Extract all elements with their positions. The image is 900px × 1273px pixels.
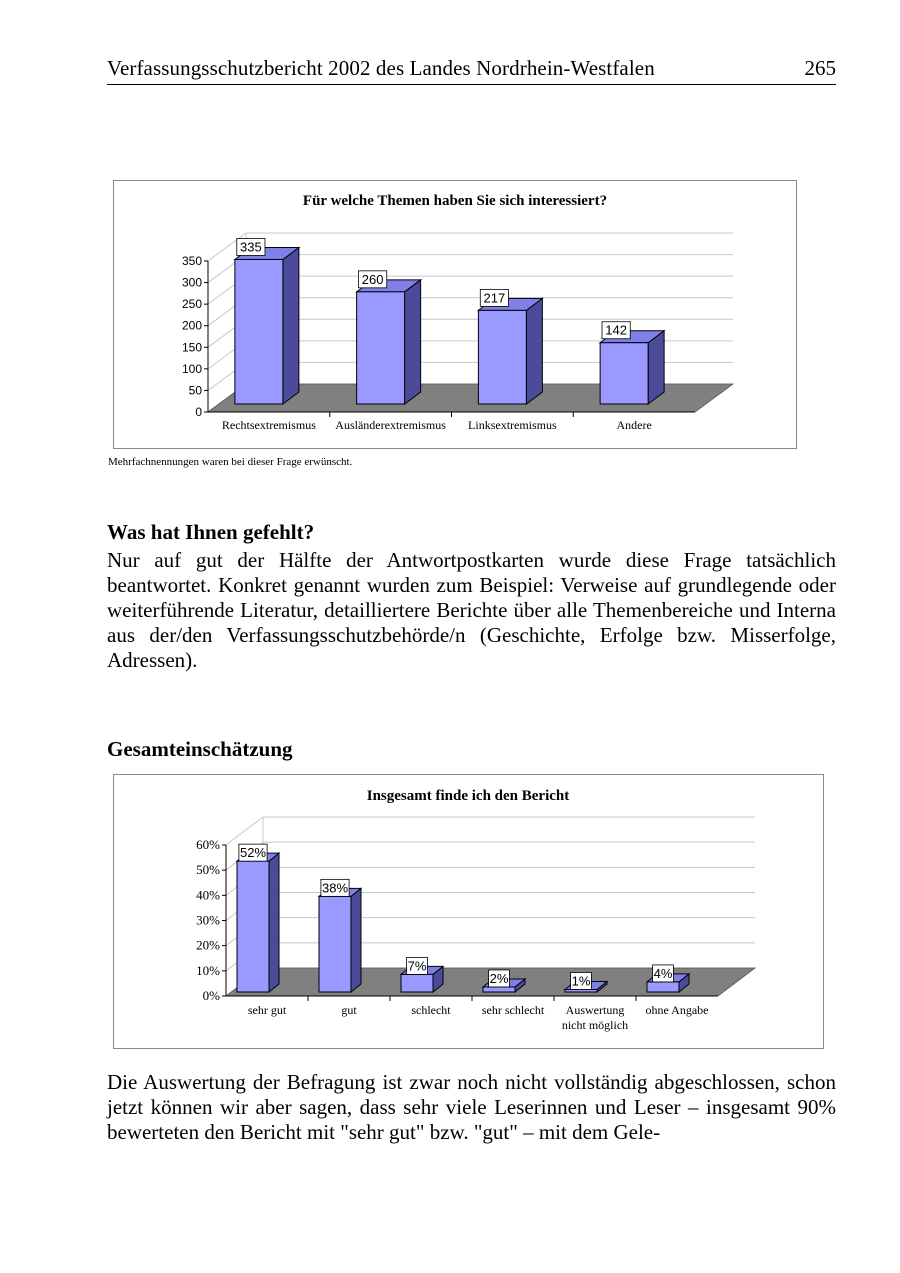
y-tick-label: 40% <box>196 887 220 903</box>
data-label: 38% <box>321 880 349 896</box>
y-tick-label: 100 <box>181 361 202 376</box>
x-tick-label: sehr schlecht <box>481 1003 545 1017</box>
y-tick-label: 10% <box>196 962 220 978</box>
x-tick-label: Andere <box>616 418 652 432</box>
bar <box>235 259 283 404</box>
data-label: 1% <box>571 973 591 989</box>
chart-interests <box>113 180 797 449</box>
y-tick-label: 60% <box>196 837 220 852</box>
chart-interests-svg <box>114 181 796 448</box>
x-tick-label: Ausländerextremismus <box>335 418 446 432</box>
section-text-missing: Nur auf gut der Hälfte der Antwortpostkarten wurde diese Frage tatsächlich beantwortet. Konkret genannt wurden zum Beispiel: Verweise auf grundlegende oder weiterführende Literatur, detailliertere Berichte über alle Themenbereiche und Interna aus der/den Verfassungsschutzbehörde/n (Geschichte, Erfolge bzw. Misserfolge, Adressen). <box>107 548 836 672</box>
data-label: 142 <box>605 322 627 338</box>
running-title: Verfassungsschutzbericht 2002 des Landes Nordrhein-Westfalen <box>107 56 655 80</box>
bar <box>600 343 648 404</box>
bar-side <box>269 853 279 992</box>
chart-title: Insgesamt finde ich den Bericht <box>366 788 570 804</box>
page-header <box>107 54 836 85</box>
section-text-overall: Die Auswertung der Befragung ist zwar noch nicht vollständig abgeschlossen, schon jetzt können wir aber sagen, dass sehr viele Leserinnen und Leser – insgesamt 90% bewerteten den Bericht mit "sehr gut" bzw. "gut" – mit dem Gele- <box>107 1070 836 1144</box>
x-tick-label: ohne Angabe <box>645 1003 709 1017</box>
chart-title: Für welche Themen haben Sie sich interessiert? <box>302 193 608 209</box>
y-tick-label: 0% <box>202 988 220 1003</box>
x-tick-label: sehr gut <box>247 1003 287 1017</box>
x-tick-label: Rechtsextremismus <box>221 418 316 432</box>
chart-overall-rating <box>113 774 824 1049</box>
x-tick-label: nicht möglich <box>561 1018 629 1032</box>
section-heading-missing: Was hat Ihnen gefehlt? <box>107 520 315 544</box>
data-label: 52% <box>239 845 267 861</box>
x-tick-label: gut <box>341 1003 357 1017</box>
bar <box>237 861 269 992</box>
wall-gridline <box>226 817 263 845</box>
data-label: 217 <box>483 290 506 306</box>
chart-note: Mehrfachnennungen waren bei dieser Frage erwünscht. <box>108 456 353 468</box>
bar-side <box>351 888 361 992</box>
x-tick-label: Linksextremismus <box>468 418 557 432</box>
bar <box>319 896 351 992</box>
bar <box>647 982 679 992</box>
bar-side <box>405 280 421 404</box>
data-label: 260 <box>361 271 384 287</box>
data-label: 335 <box>240 239 262 255</box>
y-tick-label: 350 <box>181 254 202 268</box>
bar <box>357 292 405 404</box>
data-label: 7% <box>407 958 427 974</box>
y-tick-label: 50 <box>188 383 202 398</box>
x-tick-label: schlecht <box>411 1003 451 1017</box>
data-label: 4% <box>653 965 673 981</box>
page-number: 265 <box>804 56 836 80</box>
bar-side <box>283 247 299 404</box>
bar-side <box>526 298 542 404</box>
y-tick-label: 0 <box>195 405 202 419</box>
chart-overall-rating-svg <box>114 775 823 1048</box>
y-tick-label: 250 <box>181 297 202 312</box>
y-tick-label: 300 <box>181 275 202 290</box>
y-tick-label: 50% <box>196 862 220 878</box>
section-heading-overall: Gesamteinschätzung <box>107 737 293 761</box>
y-tick-label: 200 <box>181 318 202 333</box>
data-label: 2% <box>489 970 509 986</box>
y-tick-label: 30% <box>196 912 220 928</box>
y-tick-label: 20% <box>196 937 220 953</box>
bar <box>483 987 515 992</box>
y-tick-label: 150 <box>181 340 202 355</box>
bar-side <box>648 331 664 404</box>
bar <box>478 310 526 404</box>
bar <box>401 974 433 992</box>
x-tick-label: Auswertung <box>565 1003 625 1017</box>
